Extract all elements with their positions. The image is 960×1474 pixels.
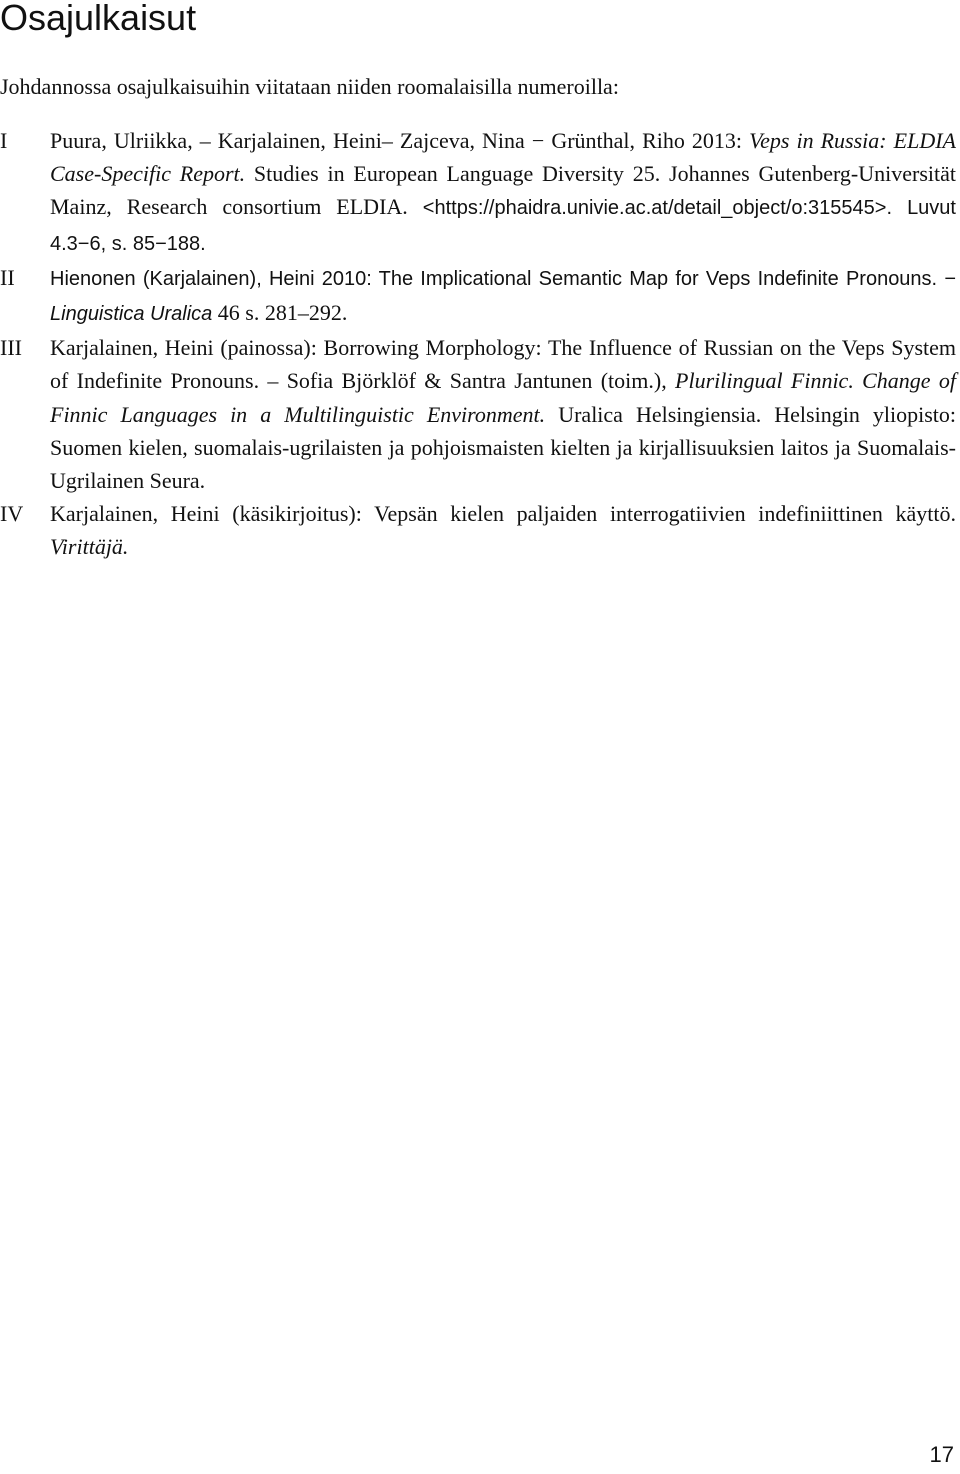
reference-publisher-text: Uralica Helsingiensia. Helsingin yliopisto: Suomen kielen, suomalais-ugrilaisten ja pohjoismaisten kielten ja kirjallisuuksien laitos ja Suomalais-Ugrilainen Seura. xyxy=(50,401,956,494)
reference-text xyxy=(50,261,956,331)
reference-author-text: Puura, Ulriikka, – Karjalainen, Heini– Zajceva, Nina − Grünthal, Riho 2013: xyxy=(50,128,750,153)
reference-author-text: Karjalainen, Heini (painossa): Borrowing Morphology: The Influence of Russian on the Veps System of Indefinite Pronouns. – Sofia Björklöf & Santra Jantunen (toim.), xyxy=(50,335,956,394)
reference-title-italic: Veps in Russia: ELDIA Case-Specific Report. xyxy=(50,128,956,187)
reference-list xyxy=(0,124,956,564)
reference-text xyxy=(50,331,956,497)
reference-number: II xyxy=(0,264,15,290)
reference-item-iv xyxy=(0,497,956,563)
reference-number: I xyxy=(0,128,8,153)
reference-journal-italic: Linguistica Uralica xyxy=(50,303,213,326)
reference-item-i xyxy=(0,124,956,261)
reference-author-text: Hienonen (Karjalainen), Heini 2010: The Implicational Semantic Map for Veps Indefinite Pronouns. − xyxy=(50,267,956,290)
page-title: Osajulkaisut xyxy=(0,0,197,38)
reference-number: IV xyxy=(0,501,24,527)
page-number: 17 xyxy=(929,1442,954,1467)
reference-text xyxy=(50,497,956,563)
reference-publisher-text: Studies in European Language Diversity 25. Johannes Gutenberg-Universität Mainz, Research consortium ELDIA. xyxy=(50,161,956,220)
reference-item-iii xyxy=(0,331,956,497)
reference-title-italic: Plurilingual Finnic. Change of Finnic Languages in a Multilinguistic Environment. xyxy=(50,368,956,427)
reference-text xyxy=(50,124,956,261)
intro-text: Johdannossa osajulkaisuihin viitataan niiden roomalaisilla numeroilla: xyxy=(0,74,619,99)
reference-pages-text: 46 s. 281–292. xyxy=(212,300,348,326)
reference-number: III xyxy=(0,335,22,361)
reference-item-ii xyxy=(0,261,956,331)
reference-url-link[interactable]: <https://phaidra.univie.ac.at/detail_object/o:315545>. Luvut 4.3−6, s. 85−188. xyxy=(50,197,956,255)
reference-journal-italic: Virittäjä. xyxy=(50,534,129,560)
reference-author-text: Karjalainen, Heini (käsikirjoitus): Vepsän kielen paljaiden interrogatiivien indefiniittinen käyttö. xyxy=(50,501,956,527)
